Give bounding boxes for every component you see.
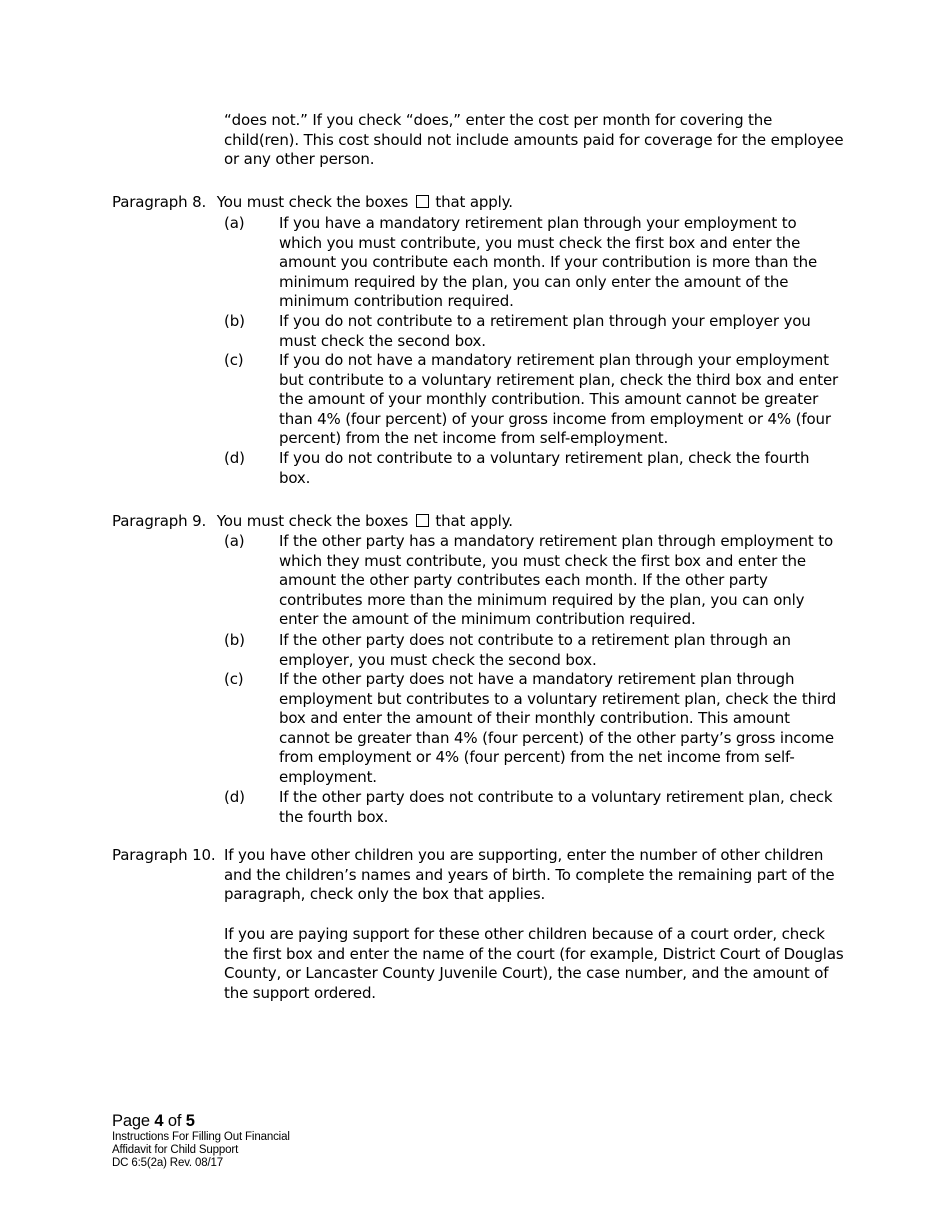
paragraph-8-lead: You must check the boxes: [216, 193, 409, 211]
intro-text: “does not.” If you check “does,” enter the cost per month for covering the child(ren). This cost should not include amounts paid for coverage for the employee or any other person.: [224, 111, 844, 169]
paragraph-8-tail: that apply.: [435, 193, 513, 211]
paragraph-9-item-a: [224, 532, 844, 630]
paragraph-8-item-c: [224, 351, 844, 449]
paragraph-9-item-b: [224, 631, 844, 670]
item-letter: (b): [224, 631, 245, 649]
paragraph-9-lead: You must check the boxes: [216, 512, 409, 530]
paragraph-9-item-c: [224, 670, 844, 788]
paragraph-9-label: Paragraph 9.: [112, 512, 207, 530]
item-letter: (c): [224, 351, 244, 369]
item-text: If the other party does not have a mandatory retirement plan through employment but contributes to a voluntary retirement plan, check the third box and enter the amount of their monthly contribution. This amount cannot be greater than 4% (four percent) of the other party’s gross income from employment or 4% (four percent) from the net income from self-employment.: [279, 670, 837, 786]
footer-line-1: Instructions For Filling Out Financial: [112, 1131, 290, 1143]
item-text: If you do not contribute to a voluntary retirement plan, check the fourth box.: [279, 449, 810, 487]
paragraph-10: [112, 846, 842, 905]
page-number: [112, 1111, 290, 1131]
paragraph-8-item-d: [224, 449, 844, 488]
paragraph-10-continuation: [224, 925, 844, 1003]
item-text: If the other party does not contribute to a voluntary retirement plan, check the fourth box.: [279, 788, 833, 826]
intro-paragraph: [224, 111, 844, 170]
item-text: If you do not have a mandatory retirement plan through your employment but contribute to a voluntary retirement plan, check the third box and enter the amount of your monthly contribution. This amount cannot be greater than 4% (four percent) of your gross income from employment or 4% (four percent) from the net income from self-employment.: [279, 351, 839, 448]
paragraph-10-text-2: If you are paying support for these other children because of a court order, check the first box and enter the name of the court (for example, District Court of Douglas County, or Lancaster County Juvenile Court), the case number, and the amount of the support ordered.: [224, 925, 844, 1002]
item-letter: (d): [224, 449, 245, 467]
page-footer: [112, 1111, 290, 1170]
item-text: If you do not contribute to a retirement plan through your employer you must check the second box.: [279, 312, 811, 350]
item-text: If you have a mandatory retirement plan through your employment to which you must contribute, you must check the first box and enter the amount you contribute each month. If your contribution is more than the minimum required by the plan, you can only enter the amount of the minimum contribution required.: [279, 214, 818, 311]
paragraph-9-heading: [112, 512, 842, 532]
page-total: 5: [185, 1112, 195, 1130]
item-letter: (a): [224, 532, 245, 550]
paragraph-9-tail: that apply.: [435, 512, 513, 530]
footer-line-3: DC 6:5(2a) Rev. 08/17: [112, 1157, 224, 1169]
paragraph-8-label: Paragraph 8.: [112, 193, 207, 211]
paragraph-10-text-1: If you have other children you are supporting, enter the number of other children and the children’s names and years of birth. To complete the remaining part of the paragraph, check only the box that applies.: [224, 846, 835, 904]
item-letter: (b): [224, 312, 245, 330]
checkbox-icon: [416, 514, 429, 527]
page-of: of: [167, 1112, 182, 1130]
footer-line-2: Affidavit for Child Support: [112, 1144, 239, 1156]
item-letter: (d): [224, 788, 245, 806]
checkbox-icon: [416, 195, 429, 208]
item-text: If the other party has a mandatory retirement plan through employment to which they must contribute, you must check the first box and enter the amount the other party contributes each month. If the other party contributes more than the minimum required by the plan, you can only enter the amount of the minimum contribution required.: [279, 532, 834, 629]
paragraph-8-item-a: [224, 214, 844, 312]
paragraph-8-heading: [112, 193, 842, 213]
page-current: 4: [154, 1112, 164, 1130]
paragraph-9-item-d: [224, 788, 844, 827]
paragraph-8-item-b: [224, 312, 844, 351]
item-text: If the other party does not contribute to a retirement plan through an employer, you must check the second box.: [279, 631, 791, 669]
page-word: Page: [112, 1112, 150, 1130]
paragraph-10-label: Paragraph 10.: [112, 846, 216, 864]
item-letter: (a): [224, 214, 245, 232]
item-letter: (c): [224, 670, 244, 688]
